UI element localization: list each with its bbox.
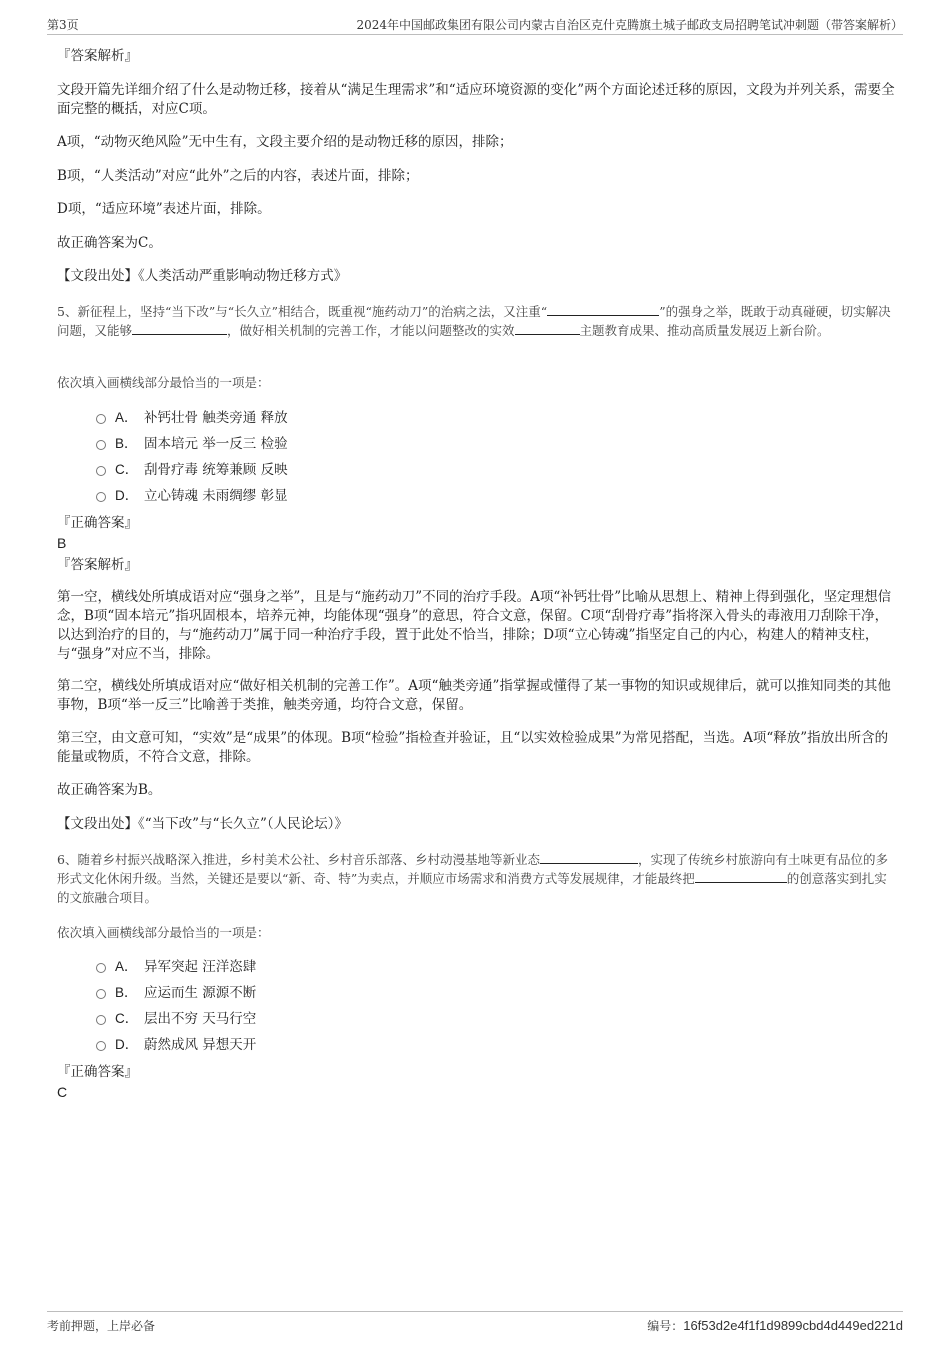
q4-analysis-p3: B项，“人类活动”对应“此外”之后的内容，表述片面，排除； bbox=[57, 168, 419, 184]
radio-icon[interactable] bbox=[96, 466, 106, 476]
q4-source: 【文段出处】《人类活动严重影响动物迁移方式》 bbox=[57, 268, 348, 284]
radio-icon[interactable] bbox=[96, 989, 106, 999]
page-header bbox=[47, 14, 903, 35]
q5-answer: B bbox=[57, 535, 67, 551]
q6-stem-part1: 6、随着乡村振兴战略深入推进，乡村美术公社、乡村音乐部落、乡村动漫基地等新业态 bbox=[57, 852, 540, 867]
q5-prompt: 依次填入画横线部分最恰当的一项是： bbox=[57, 375, 270, 390]
q6-prompt: 依次填入画横线部分最恰当的一项是： bbox=[57, 925, 270, 940]
q5-stem-part2: ”的强身之举，既敢于动真碰硬，切实解决问题，又能够 bbox=[57, 304, 891, 338]
q5-analysis-p1: 第一空，横线处所填成语对应“强身之举”，且是与“施药动刀”不同的治疗手段。A项“补钙壮骨”比喻从思想上、精神上得到强化，坚定理想信念，B项“固本培元”指巩固根本，培养元神，均能体现“强身”的意思，符合文意，保留。C项“刮骨疗毒”指将深入骨头的毒液用刀刮除干净，以达到治疗的目的，与“施药动刀”属于同一种治疗手段，置于此处不恰当，排除；D项“立心铸魂”指坚定自己的内心，构建人的精神支柱，与“强身”对应不当，排除。 bbox=[57, 589, 892, 662]
code-label: 编号： bbox=[647, 1319, 684, 1333]
radio-icon[interactable] bbox=[96, 963, 106, 973]
q5-blank-3 bbox=[515, 322, 580, 335]
q5-conclusion: 故正确答案为B。 bbox=[57, 782, 162, 798]
page-number: 第3页 bbox=[47, 18, 79, 32]
radio-icon[interactable] bbox=[96, 492, 106, 502]
document-code bbox=[647, 1317, 903, 1334]
q5-stem-part4: 主题教育成果、推动高质量发展迈上新台阶。 bbox=[579, 323, 830, 338]
q4-analysis-label: 『答案解析』 bbox=[57, 48, 138, 64]
q5-blank-1 bbox=[547, 303, 659, 316]
q4-conclusion: 故正确答案为C。 bbox=[57, 235, 162, 251]
q6-answer-label: 『正确答案』 bbox=[57, 1064, 138, 1080]
q5-stem bbox=[57, 302, 897, 340]
q5-analysis-p2: 第二空，横线处所填成语对应“做好相关机制的完善工作”。A项“触类旁通”指掌握或懂得了某一事物的知识或规律后，就可以推知同类的其他事物，B项“举一反三”比喻善于类推，触类旁通，均符合文意，保留。 bbox=[57, 678, 891, 713]
q4-analysis-p4: D项，“适应环境”表述片面，排除。 bbox=[57, 201, 271, 217]
q5-blank-2 bbox=[132, 322, 227, 335]
radio-icon[interactable] bbox=[96, 414, 106, 424]
q6-blank-2 bbox=[695, 870, 787, 883]
q4-analysis-p1: 文段开篇先详细介绍了什么是动物迁移，接着从“满足生理需求”和“适应环境资源的变化”两个方面论述迁移的原因，文段为并列关系，需要全面完整的概括，对应C项。 bbox=[57, 82, 895, 117]
radio-icon[interactable] bbox=[96, 440, 106, 450]
radio-icon[interactable] bbox=[96, 1041, 106, 1051]
document-title: 2024年中国邮政集团有限公司内蒙古自治区克什克腾旗土城子邮政支局招聘笔试冲刺题（带答案解析） bbox=[356, 18, 903, 32]
q5-answer-label: 『正确答案』 bbox=[57, 515, 138, 531]
q6-stem bbox=[57, 850, 897, 907]
q4-analysis-p2: A项，“动物灭绝风险”无中生有，文段主要介绍的是动物迁移的原因，排除； bbox=[57, 134, 513, 150]
code-value: 16f53d2e4f1f1d9899cbd4d449ed221d bbox=[683, 1318, 903, 1333]
q5-stem-part3: ，做好相关机制的完善工作，才能以问题整改的实效 bbox=[227, 323, 515, 338]
q5-analysis-p3: 第三空，由文意可知，“实效”是“成果”的体现。B项“检验”指检查并验证，且“以实效检验成果”为常见搭配，当选。A项“释放”指放出所含的能量或物质，不符合文意，排除。 bbox=[57, 730, 889, 765]
q6-blank-1 bbox=[540, 851, 638, 864]
q6-answer: C bbox=[57, 1084, 68, 1100]
q5-source: 【文段出处】《“当下改”与“长久立”（人民论坛）》 bbox=[57, 816, 348, 832]
q5-analysis-label: 『答案解析』 bbox=[57, 557, 138, 573]
page-footer bbox=[47, 1311, 903, 1334]
footer-slogan: 考前押题，上岸必备 bbox=[47, 1319, 156, 1333]
radio-icon[interactable] bbox=[96, 1015, 106, 1025]
q6-stem-part2: ，实现了传统乡村旅游向有土味更有品位的多形式文化休闲升级。当然，关键还是要以“新、奇、特”为卖点，并顺应市场需求和消费方式等发展规律，才能最终把 bbox=[57, 852, 888, 886]
q5-stem-part1: 5、新征程上，坚持“当下改”与“长久立”相结合，既重视“施药动刀”的治病之法，又注重“ bbox=[57, 304, 548, 319]
q6-stem-part3: 的创意落实到扎实的文旅融合项目。 bbox=[57, 871, 887, 905]
